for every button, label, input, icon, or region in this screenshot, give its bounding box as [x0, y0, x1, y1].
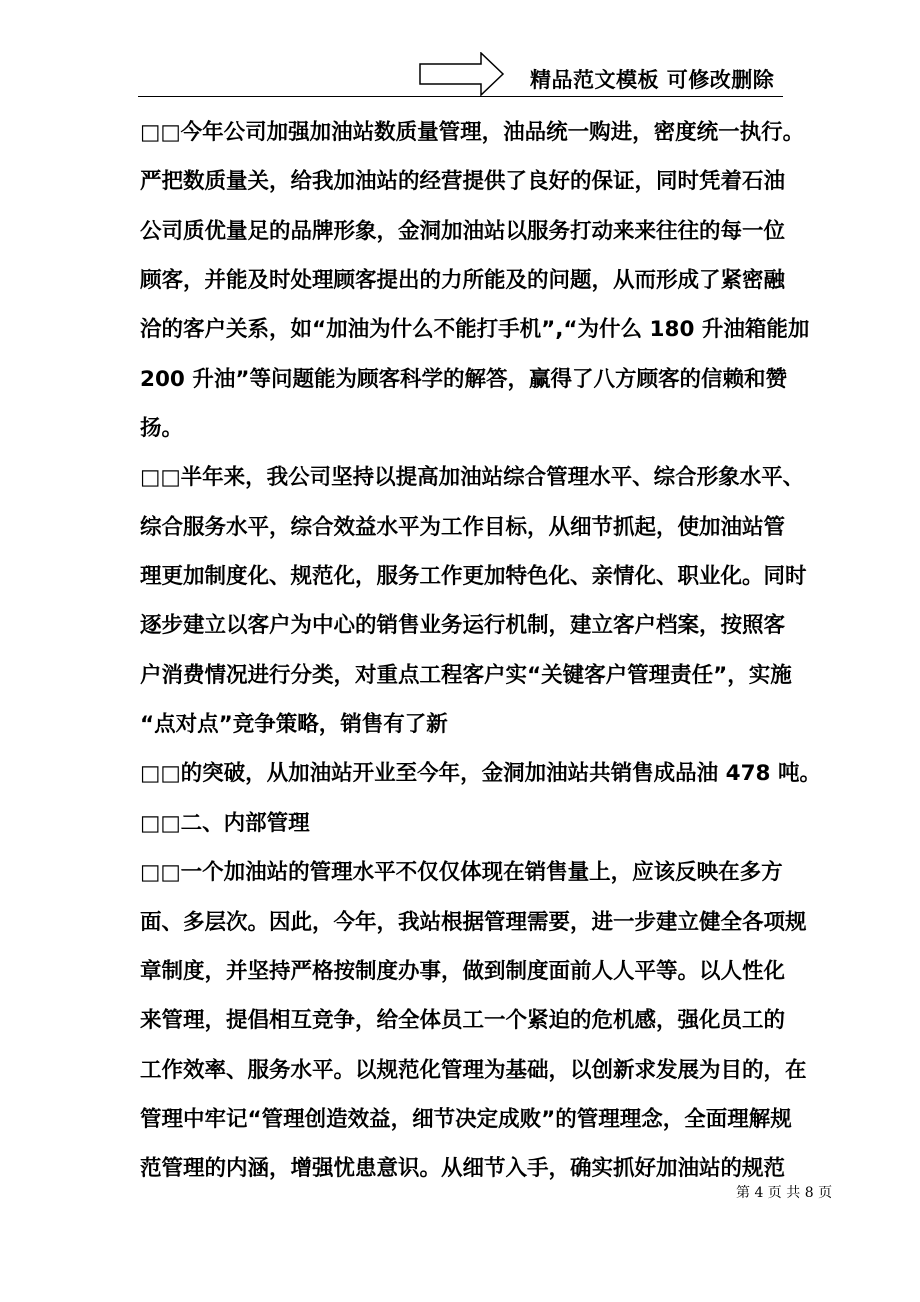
- text-line: 工作效率、服务水平。以规范化管理为基础，以创新求发展为目的，在: [140, 1057, 807, 1083]
- text-line: 综合服务水平，综合效益水平为工作目标，从细节抓起，使加油站管: [140, 514, 786, 540]
- header-title: 精品范文模板 可修改删除: [530, 68, 775, 92]
- text-line: □□今年公司加强加油站数质量管理，油品统一购进，密度统一执行。: [140, 120, 805, 145]
- text-line: 公司质优量足的品牌形象，金洞加油站以服务打动来来往往的每一位: [140, 218, 786, 244]
- text-line: 理更加制度化、规范化，服务工作更加特色化、亲情化、职业化。同时: [140, 564, 807, 590]
- text-line: 扬。: [140, 416, 184, 442]
- page-header: [0, 0, 920, 100]
- page-number: 第 4 页 共 8 页: [736, 1185, 833, 1201]
- text-line: □□半年来，我公司坚持以提高加油站综合管理水平、综合形象水平、: [140, 465, 805, 491]
- text-line: “点对点”竞争策略，销售有了新: [140, 712, 448, 738]
- arrow-right-icon: [419, 52, 505, 96]
- text-line: 200 升油”等问题能为顾客科学的解答，赢得了八方顾客的信赖和赞: [140, 366, 787, 392]
- text-line: 来管理，提倡相互竞争，给全体员工一个紧迫的危机感，强化员工的: [140, 1008, 786, 1034]
- document-body: [140, 108, 821, 1194]
- text-line: 顾客，并能及时处理顾客提出的力所能及的问题，从而形成了紧密融: [140, 268, 786, 294]
- text-line: 洽的客户关系，如“加油为什么不能打手机”,“为什么 180 升油箱能加: [140, 317, 810, 343]
- section-heading: □□二、内部管理: [140, 810, 310, 836]
- text-line: 范管理的内涵，增强忧患意识。从细节入手，确实抓好加油站的规范: [140, 1156, 786, 1182]
- text-line: 逐步建立以客户为中心的销售业务运行机制，建立客户档案，按照客: [140, 613, 786, 639]
- header-divider: [138, 96, 783, 97]
- text-line: □□一个加油站的管理水平不仅仅体现在销售量上，应该反映在多方: [140, 860, 783, 886]
- text-line: 户消费情况进行分类，对重点工程客户实“关键客户管理责任”，实施: [140, 662, 792, 688]
- text-line: 面、多层次。因此，今年，我站根据管理需要，进一步建立健全各项规: [140, 909, 807, 935]
- text-line: □□的突破，从加油站开业至今年，金洞加油站共销售成品油 478 吨。: [140, 761, 821, 787]
- text-line: 章制度，并坚持严格按制度办事，做到制度面前人人平等。以人性化: [140, 958, 786, 984]
- text-line: 严把数质量关，给我加油站的经营提供了良好的保证，同时凭着石油: [140, 169, 786, 195]
- text-line: 管理中牢记“管理创造效益，细节决定成败”的管理理念，全面理解规: [140, 1106, 792, 1132]
